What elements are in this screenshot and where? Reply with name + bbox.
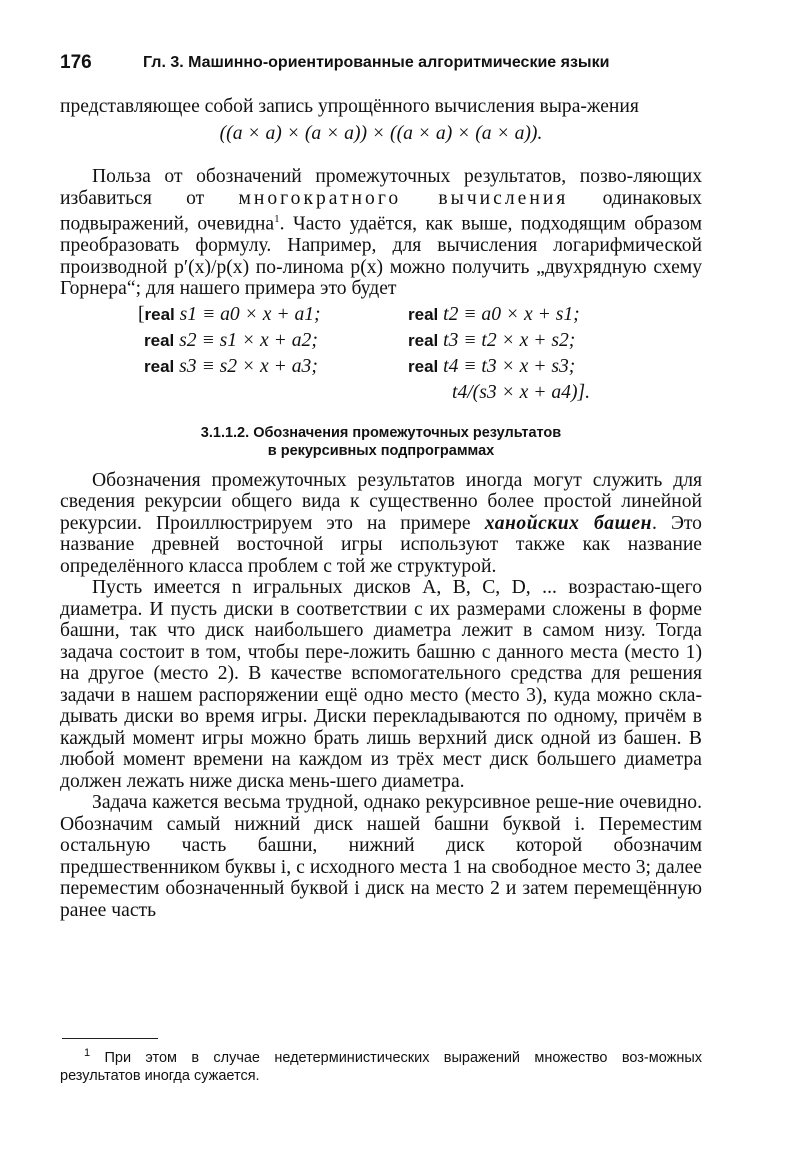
para2-text-a: Польза от обозначений промежуточных результатов, позво-ляющих избавиться от [60,166,702,209]
code-right-line-3: real t4 ≡ t3 × x + s3; [408,355,576,377]
code-right-line-4: t4/(s3 × x + a4)]. [452,381,591,403]
horner-scheme-code [60,304,702,410]
running-title: Гл. 3. Машинно-ориентированные алгоритмические языки [143,54,610,71]
paragraph-intermediate-results [60,166,702,300]
code-right-line-1: real t2 ≡ a0 × x + s1; [408,303,580,325]
section-title-line-2: в рекурсивных подпрограммах [267,442,495,459]
section-number: 3.1.1.2. [200,424,250,441]
code-left-line-1: [real s1 ≡ a0 × x + a1; [138,303,321,325]
code-left-line-2: real s2 ≡ s1 × x + a2; [144,329,318,351]
running-header [60,52,702,78]
footnote [60,1044,702,1085]
section-heading [60,424,702,460]
para2-text-b: одинаковых подвыражений, очевидна [60,187,702,235]
paragraph-hanoi-intro: Обозначения промежуточных результатов иногда могут служить для сведения рекурсии общего вида к существенно более простой линейной рекурсии. Проиллюстрируем это на примере ханойских башен. Это название древней восточной игры используют также как название определённого класса проблем с той же структурой. [60,469,702,577]
footnote-reference: 1 [274,213,280,225]
footnote-mark: 1 [84,1047,91,1059]
page-number: 176 [60,52,92,73]
paragraph-hanoi-rules: Пусть имеется n игральных дисков A, B, C, D, ... возрастаю-щего диаметра. И пусть диски в соответствии с их размерами сложены в форме башни, так что диск наибольшего диаметра лежит в самом низу. Тогда задача состоит в том, чтобы пере-ложить башню с данного места (место 1) на другое (место 2). В качестве вспомогательного средства для решения задачи в нашем распоряжении ещё одно место (место 3), куда можно скла-дывать диски во время игры. Диски перекладываются по одному, причём в каждый момент игры можно брать лишь верхний диск одной из башен. В любой момент времени на каждом из трёх мест диск большего диаметра должен лежать ниже диска мень-шего диаметра. [60,577,702,792]
section-title-line-1: Обозначения промежуточных результатов [253,424,562,441]
formula-nested-products: ((a × a) × (a × a)) × ((a × a) × (a × a)). [219,122,543,144]
code-right-line-2: real t3 ≡ t2 × x + s2; [408,329,576,351]
para2-spaced-emphasis: многократного вычисления [238,187,569,209]
main-text [60,96,702,921]
footnote-text: При этом в случае недетерминистических выражений множество воз-можных результатов иногда сужается. [60,1049,702,1084]
paragraph-hanoi-solution: Задача кажется весьма трудной, однако рекурсивное реше-ние очевидно. Обозначим самый нижний диск нашей башни буквой i. Переместим остальную часть башни, нижний диск которой обозначим предшественником буквы i, с исходного места 1 на свободное место 3; далее переместим обозначенный буквой i диск на место 2 и затем перемещённую ранее часть [60,792,702,921]
term-hanoi-towers: ханойских башен [484,512,652,534]
code-left-line-3: real s3 ≡ s2 × x + a3; [144,355,318,377]
paragraph-continuation: представляющее собой запись упрощённого вычисления выра-жения [60,96,639,117]
footnote-divider [62,1038,158,1039]
para2-text-c: . Часто удаётся, как выше, подходящим образом преобразовать формулу. Например, для вычисления логарифмической производной p′(x)/p(x) по-линома p(x) можно получить „двухрядную схему Горнера“; для нашего примера это будет [60,213,702,300]
